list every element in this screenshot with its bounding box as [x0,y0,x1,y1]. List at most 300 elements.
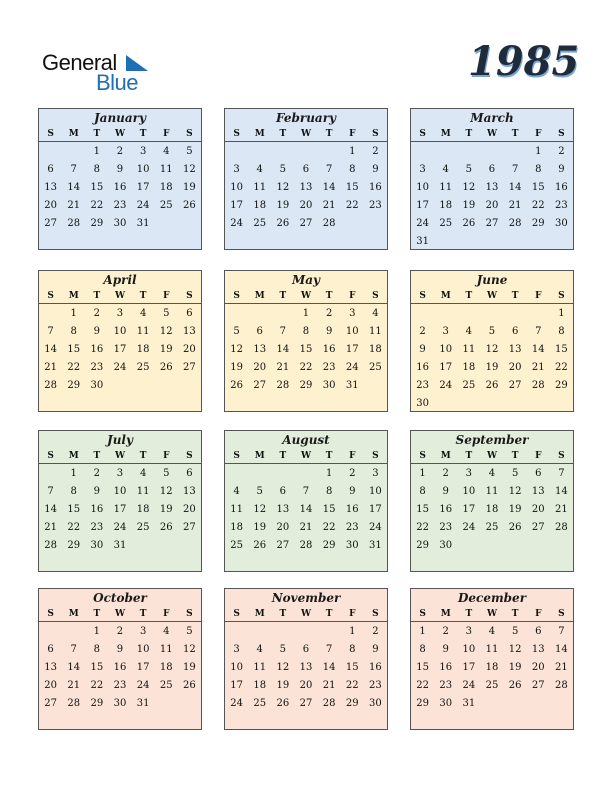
day-cell: 14 [508,182,522,193]
day-cell: 7 [70,644,77,655]
day-cell: 11 [485,486,499,497]
day-cell: 29 [67,380,81,391]
empty-cell [39,623,62,641]
day-cell: 10 [416,182,429,193]
day-cell: 7 [70,164,77,175]
day-cell: 5 [186,626,193,637]
day-cell: 27 [531,680,545,691]
day-cell: 21 [322,680,336,691]
day-cell: 31 [113,540,127,551]
weekday-label: S [233,129,240,139]
day-cell: 23 [555,200,568,211]
weekday-label: M [440,451,451,461]
weekday-header-row [225,127,387,142]
day-cell: 30 [90,380,104,391]
day-cell: 15 [322,504,336,515]
day-cell: 8 [349,644,356,655]
month-title: February [275,111,336,125]
day-cell: 31 [462,698,476,709]
day-cell: 16 [90,504,104,515]
day-cell: 6 [47,644,54,655]
day-cell: 20 [508,362,522,373]
day-cell: 10 [462,644,476,655]
month-november [224,588,388,730]
day-cell: 23 [90,522,104,533]
weekday-label: W [486,129,498,139]
day-grid [411,304,573,413]
weekday-label: T [93,451,101,461]
day-cell: 19 [183,182,196,193]
weekday-header-row [225,449,387,464]
day-cell: 31 [416,236,429,247]
day-cell: 23 [416,380,429,391]
weekday-header-row [411,289,573,304]
empty-cell [225,465,248,483]
day-cell: 4 [465,326,473,337]
day-cell: 27 [276,540,290,551]
day-cell: 17 [113,344,127,355]
month-title: April [103,273,137,287]
month-february [224,108,388,250]
day-cell: 18 [369,344,382,355]
empty-cell [318,623,341,641]
day-cell: 15 [416,662,429,673]
day-cell: 25 [253,218,267,229]
day-cell: 4 [139,308,147,319]
day-cell: 27 [299,218,313,229]
day-cell: 8 [70,486,77,497]
day-grid [225,142,387,233]
day-cell: 8 [558,326,565,337]
day-cell: 4 [139,468,147,479]
empty-cell [271,623,294,641]
day-cell: 1 [349,146,356,157]
day-cell: 28 [67,218,81,229]
day-cell: 25 [439,218,453,229]
day-cell: 5 [186,146,193,157]
day-cell: 2 [419,326,426,337]
weekday-label: M [254,291,265,301]
day-cell: 3 [116,468,124,479]
weekday-label: M [440,129,451,139]
day-cell: 21 [67,200,81,211]
day-cell: 16 [90,344,104,355]
day-cell: 29 [531,218,545,229]
weekday-label: W [114,291,126,301]
day-cell: 19 [159,504,173,515]
day-cell: 9 [442,644,449,655]
logo-word-general: General [42,50,117,75]
day-cell: 4 [442,164,449,175]
day-cell: 8 [325,486,333,497]
empty-cell [504,143,527,161]
day-cell: 1 [349,626,356,637]
day-cell: 25 [369,362,382,373]
day-cell: 28 [322,698,336,709]
day-cell: 1 [419,626,426,637]
day-cell: 6 [535,626,542,637]
generalblue-logo [42,50,162,96]
day-cell: 12 [276,182,290,193]
day-cell: 10 [462,486,476,497]
day-cell: 16 [369,662,382,673]
weekday-label: T [465,291,473,301]
day-cell: 19 [276,680,290,691]
day-cell: 24 [416,218,429,229]
day-cell: 19 [508,662,522,673]
day-cell: 22 [90,200,104,211]
day-cell: 30 [113,218,127,229]
day-cell: 3 [139,626,147,637]
month-title: December [457,591,527,605]
day-cell: 10 [345,326,359,337]
empty-cell [248,305,271,323]
day-cell: 16 [416,362,429,373]
day-cell: 10 [113,486,127,497]
weekday-label: F [349,609,356,619]
day-grid [225,304,387,395]
empty-cell [411,305,434,323]
weekday-label: M [68,451,79,461]
weekday-label: W [300,609,312,619]
day-cell: 3 [349,308,356,319]
day-cell: 20 [276,522,290,533]
weekday-label: S [233,609,240,619]
weekday-header-row [39,449,201,464]
day-cell: 19 [183,662,196,673]
day-cell: 24 [345,362,359,373]
weekday-label: F [349,129,356,139]
day-cell: 13 [44,182,57,193]
day-cell: 10 [113,326,127,337]
day-cell: 3 [465,468,473,479]
day-cell: 20 [253,362,267,373]
day-grid [411,142,573,251]
weekday-label: W [114,609,126,619]
day-cell: 21 [531,362,545,373]
day-cell: 23 [322,362,336,373]
day-cell: 23 [369,200,382,211]
day-cell: 10 [439,344,453,355]
day-cell: 1 [558,308,565,319]
day-cell: 7 [279,326,287,337]
day-cell: 22 [299,362,313,373]
day-cell: 15 [345,182,359,193]
day-cell: 18 [253,200,267,211]
day-cell: 13 [531,486,545,497]
day-cell: 13 [183,326,196,337]
weekday-label: M [254,609,265,619]
empty-cell [480,305,503,323]
day-cell: 7 [558,468,565,479]
day-grid [39,622,201,713]
day-cell: 1 [70,468,77,479]
month-title: July [107,433,133,447]
weekday-label: S [372,291,379,301]
day-cell: 11 [159,644,173,655]
weekday-label: M [440,291,451,301]
day-cell: 4 [488,468,496,479]
day-cell: 27 [44,218,57,229]
day-cell: 27 [508,380,522,391]
day-cell: 10 [369,486,382,497]
empty-cell [62,143,85,161]
day-cell: 28 [299,540,313,551]
month-title: October [93,591,147,605]
day-grid [225,622,387,713]
month-january [38,108,202,250]
weekday-header-row [39,127,201,142]
day-cell: 16 [439,662,453,673]
day-cell: 6 [256,326,263,337]
day-cell: 10 [136,644,150,655]
day-cell: 14 [299,504,313,515]
day-cell: 9 [558,164,565,175]
day-cell: 18 [439,200,453,211]
day-cell: 24 [136,200,150,211]
day-cell: 30 [439,698,453,709]
day-cell: 1 [419,468,426,479]
day-cell: 17 [439,362,453,373]
day-cell: 27 [44,698,57,709]
day-cell: 24 [369,522,382,533]
day-cell: 25 [159,680,173,691]
weekday-label: F [349,291,356,301]
day-cell: 6 [535,468,542,479]
weekday-label: S [233,291,240,301]
day-cell: 26 [183,680,196,691]
day-cell: 17 [230,200,243,211]
day-cell: 8 [535,164,542,175]
day-cell: 7 [47,326,54,337]
empty-cell [480,143,503,161]
day-cell: 13 [299,662,313,673]
day-cell: 4 [372,308,379,319]
day-cell: 24 [462,680,476,691]
day-cell: 14 [67,662,81,673]
day-cell: 26 [183,200,196,211]
weekday-label: S [47,129,54,139]
day-cell: 17 [113,504,127,515]
day-cell: 23 [113,680,127,691]
day-cell: 9 [93,486,101,497]
day-cell: 6 [302,644,310,655]
day-cell: 11 [159,164,173,175]
empty-cell [434,305,457,323]
day-cell: 24 [136,680,150,691]
day-cell: 10 [230,662,243,673]
day-cell: 21 [322,200,336,211]
day-cell: 5 [279,164,287,175]
day-cell: 29 [345,698,359,709]
weekday-label: M [68,129,79,139]
day-cell: 9 [442,486,449,497]
day-cell: 23 [439,680,453,691]
month-october [38,588,202,730]
day-cell: 15 [299,344,313,355]
weekday-label: S [558,129,565,139]
day-cell: 16 [113,182,127,193]
day-cell: 12 [508,486,522,497]
day-cell: 21 [276,362,290,373]
day-cell: 19 [485,362,499,373]
day-grid [39,304,201,395]
empty-cell [225,305,248,323]
weekday-label: S [419,291,426,301]
weekday-header-row [39,607,201,622]
day-cell: 8 [419,644,426,655]
day-cell: 28 [322,218,336,229]
day-cell: 6 [186,308,193,319]
weekday-label: M [254,129,265,139]
day-cell: 4 [163,626,170,637]
day-cell: 13 [183,486,196,497]
weekday-label: M [68,291,79,301]
weekday-label: F [163,291,170,301]
weekday-label: S [47,451,54,461]
weekday-label: M [68,609,79,619]
day-cell: 24 [230,698,243,709]
day-cell: 26 [485,380,499,391]
day-cell: 18 [462,362,476,373]
weekday-label: T [325,291,333,301]
month-december [410,588,574,730]
day-cell: 11 [485,644,499,655]
empty-cell [248,623,271,641]
day-cell: 14 [531,344,545,355]
day-cell: 29 [90,698,104,709]
day-grid [225,464,387,555]
empty-cell [294,623,317,641]
day-cell: 22 [322,522,336,533]
day-cell: 25 [485,680,499,691]
day-cell: 23 [90,362,104,373]
day-cell: 6 [488,164,496,175]
day-grid [411,464,573,555]
day-cell: 12 [183,164,196,175]
weekday-label: T [325,609,333,619]
day-cell: 1 [535,146,542,157]
weekday-label: S [233,451,240,461]
weekday-label: T [279,129,287,139]
day-cell: 25 [136,362,150,373]
weekday-label: W [300,129,312,139]
weekday-label: S [419,451,426,461]
empty-cell [504,305,527,323]
month-title: September [455,433,529,447]
day-cell: 19 [508,504,522,515]
day-cell: 17 [462,662,476,673]
day-cell: 26 [230,380,243,391]
day-cell: 15 [416,504,429,515]
month-august [224,430,388,572]
day-cell: 13 [44,662,57,673]
day-cell: 6 [186,468,193,479]
day-cell: 12 [253,504,267,515]
day-cell: 3 [419,164,426,175]
day-cell: 31 [345,380,359,391]
weekday-header-row [411,449,573,464]
day-cell: 3 [442,326,449,337]
day-cell: 27 [183,522,196,533]
weekday-label: T [93,129,101,139]
day-cell: 28 [555,522,568,533]
weekday-header-row [411,127,573,142]
weekday-label: F [163,451,170,461]
day-cell: 6 [511,326,519,337]
day-cell: 14 [67,182,81,193]
month-title: March [470,111,514,125]
weekday-label: F [163,129,170,139]
day-cell: 16 [322,344,336,355]
day-cell: 13 [485,182,499,193]
logo-word-blue: Blue [96,70,139,95]
weekday-label: T [93,291,101,301]
day-cell: 11 [462,344,476,355]
day-cell: 11 [136,326,150,337]
day-cell: 16 [113,662,127,673]
day-cell: 17 [230,680,243,691]
empty-cell [271,465,294,483]
day-cell: 20 [44,200,57,211]
day-cell: 22 [555,362,568,373]
day-cell: 25 [136,522,150,533]
day-cell: 19 [159,344,173,355]
weekday-label: T [139,609,147,619]
day-cell: 27 [531,522,545,533]
day-cell: 21 [44,362,57,373]
day-cell: 13 [253,344,267,355]
day-cell: 7 [325,164,333,175]
day-cell: 31 [136,218,150,229]
day-cell: 13 [508,344,522,355]
weekday-label: S [372,609,379,619]
weekday-label: T [93,609,101,619]
month-title: June [476,273,508,287]
day-cell: 9 [349,486,356,497]
day-cell: 3 [372,468,379,479]
day-cell: 19 [462,200,476,211]
day-cell: 24 [462,522,476,533]
day-cell: 30 [416,398,429,409]
day-cell: 5 [488,326,496,337]
weekday-label: W [486,609,498,619]
day-cell: 2 [93,468,101,479]
day-cell: 29 [322,540,336,551]
empty-cell [248,465,271,483]
day-cell: 23 [113,200,127,211]
month-july [38,430,202,572]
year-title: 1985 [468,38,580,85]
day-cell: 8 [70,326,77,337]
day-cell: 12 [276,662,290,673]
weekday-label: S [419,129,426,139]
day-cell: 19 [253,522,267,533]
day-cell: 2 [349,468,356,479]
day-cell: 28 [67,698,81,709]
weekday-label: T [279,291,287,301]
day-cell: 2 [93,308,101,319]
day-cell: 12 [230,344,243,355]
day-cell: 17 [136,182,150,193]
day-cell: 3 [233,164,240,175]
day-cell: 21 [67,680,81,691]
day-cell: 4 [233,486,240,497]
empty-cell [62,623,85,641]
day-cell: 9 [93,326,101,337]
day-cell: 24 [113,522,127,533]
day-cell: 3 [233,644,240,655]
